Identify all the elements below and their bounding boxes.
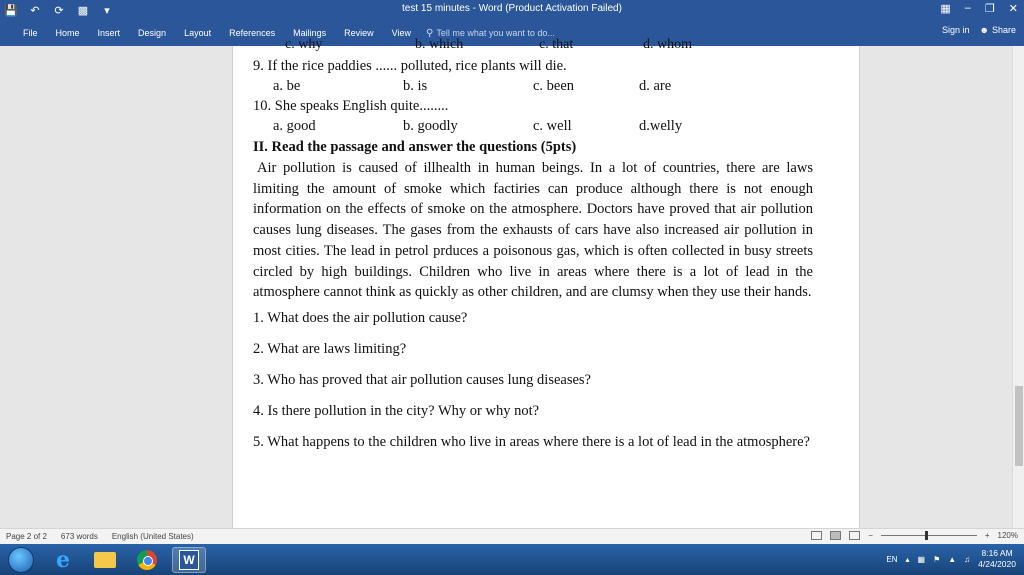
option-a: a. good (273, 118, 316, 134)
word-count[interactable]: 673 words (60, 532, 98, 541)
taskbar-file-explorer[interactable] (88, 547, 122, 573)
scrollbar-thumb[interactable] (1015, 386, 1023, 466)
taskbar (0, 544, 1024, 575)
option-text: c. why (285, 37, 323, 52)
tab-references[interactable]: References (229, 28, 276, 38)
zoom-slider-knob[interactable] (925, 531, 928, 540)
undo-icon[interactable]: ↶ (30, 4, 40, 17)
print-layout-icon[interactable] (830, 531, 841, 540)
taskbar-chrome[interactable] (130, 547, 164, 573)
vertical-scrollbar[interactable] (1012, 46, 1024, 528)
option-d: d.welly (639, 118, 683, 134)
redo-icon[interactable]: ⟳ (54, 4, 64, 17)
taskbar-internet-explorer[interactable] (46, 547, 80, 573)
read-mode-icon[interactable] (811, 531, 822, 540)
windows-logo-icon (8, 547, 34, 573)
tab-layout[interactable]: Layout (184, 28, 212, 38)
tab-mailings[interactable]: Mailings (293, 28, 327, 38)
tab-design[interactable]: Design (138, 28, 167, 38)
ribbon-display-options-icon[interactable]: ▦ (940, 3, 951, 15)
signal-icon[interactable]: ▲ (948, 554, 957, 564)
restore-button[interactable]: ❐ (984, 3, 995, 15)
window-title: test 15 minutes - Word (Product Activation Failed) (402, 3, 622, 14)
zoom-in-button[interactable]: + (984, 531, 990, 540)
reading-passage: Air pollution is caused of illhealth in human beings. In a lot of countries, there are laws limiting the amount of smoke which factiries can produce although there is not enough information on the effects of smoke on the atmosphere. Doctors have proved that air pollution causes lung diseases. The gases from the exhausts of cars have also increased air pollution in most cities. The lead in petrol prduces a poisonous gas, which is often collected in busy streets circled by high buildings. Children who live in areas where there is a lot of lead in the atmosphere cannot think as quickly as other children, and are clumsy when they use their hands. (253, 160, 813, 301)
option-text: d. whom (643, 37, 692, 52)
system-tray (886, 548, 1016, 570)
word-icon: W (179, 550, 199, 570)
option-d: d. are (639, 78, 672, 94)
clock-time: 8:16 AM (981, 548, 1013, 558)
language-indicator[interactable]: English (United States) (111, 532, 194, 541)
folder-icon (94, 552, 116, 568)
question-9-options (253, 76, 813, 96)
question-list (253, 307, 813, 453)
save-icon[interactable]: 💾 (4, 4, 18, 17)
volume-icon[interactable]: ♫ (964, 554, 971, 564)
option-text: c. that (539, 37, 574, 52)
touch-mode-icon[interactable]: ▩ (77, 4, 89, 17)
zoom-out-button[interactable]: − (868, 531, 873, 540)
section-heading: II. Read the passage and answer the questions (5pts) (253, 139, 577, 155)
clock[interactable] (978, 548, 1016, 570)
tab-review[interactable]: Review (344, 28, 374, 38)
page-count[interactable]: Page 2 of 2 (6, 532, 47, 541)
tab-file[interactable]: File (23, 28, 38, 38)
page-content (253, 37, 813, 462)
tab-insert[interactable]: Insert (97, 28, 121, 38)
list-item: 1. What does the air pollution cause? (253, 309, 468, 326)
previous-options-row (253, 37, 813, 56)
internet-explorer-icon: e (56, 547, 70, 573)
customize-qat-icon[interactable]: ▾ (104, 4, 110, 17)
lightbulb-icon: ⚲ (426, 27, 434, 39)
list-item: 3. Who has proved that air pollution causes lung diseases? (253, 371, 591, 388)
network-icon[interactable]: ▦ (917, 554, 926, 564)
sign-in-link[interactable]: Sign in (941, 25, 970, 35)
list-item: 2. What are laws limiting? (253, 340, 407, 357)
option-c: c. well (533, 118, 572, 134)
list-item: 5. What happens to the children who live in areas where there is a lot of lead in the atmosphere? (253, 433, 810, 450)
close-button[interactable]: ✕ (1008, 3, 1018, 15)
ribbon (0, 20, 1024, 46)
start-button[interactable] (4, 547, 38, 573)
zoom-slider[interactable] (881, 535, 977, 536)
option-b: b. goodly (403, 118, 458, 134)
tab-view[interactable]: View (391, 28, 412, 38)
taskbar-word[interactable] (172, 547, 206, 573)
question-10-options (253, 116, 813, 136)
option-c: c. been (533, 78, 575, 94)
input-language[interactable]: EN (886, 554, 898, 564)
web-layout-icon[interactable] (849, 531, 860, 540)
minimize-button[interactable]: – (964, 2, 971, 14)
zoom-level[interactable]: 120% (997, 531, 1018, 540)
share-button[interactable] (979, 25, 1016, 35)
document-page[interactable] (232, 37, 860, 528)
show-hidden-icons-icon[interactable]: ▴ (905, 554, 910, 564)
share-label: Share (991, 25, 1016, 35)
person-icon: ☻ (979, 25, 989, 35)
list-item: 4. Is there pollution in the city? Why or why not? (253, 402, 540, 419)
question-9: 9. If the rice paddies ...... polluted, rice plants will die. (253, 58, 567, 74)
tell-me-text: Tell me what you want to do... (436, 28, 555, 38)
document-area[interactable] (0, 37, 1012, 528)
question-10: 10. She speaks English quite........ (253, 98, 449, 114)
option-b: b. is (403, 78, 428, 94)
clock-date: 4/24/2020 (978, 559, 1016, 569)
title-bar (0, 0, 1024, 20)
tab-home[interactable]: Home (55, 28, 80, 38)
option-text: b. which (415, 37, 464, 52)
option-a: a. be (273, 78, 301, 94)
chrome-icon (137, 550, 157, 570)
status-bar (0, 528, 1024, 544)
flag-icon[interactable]: ⚑ (933, 554, 941, 564)
